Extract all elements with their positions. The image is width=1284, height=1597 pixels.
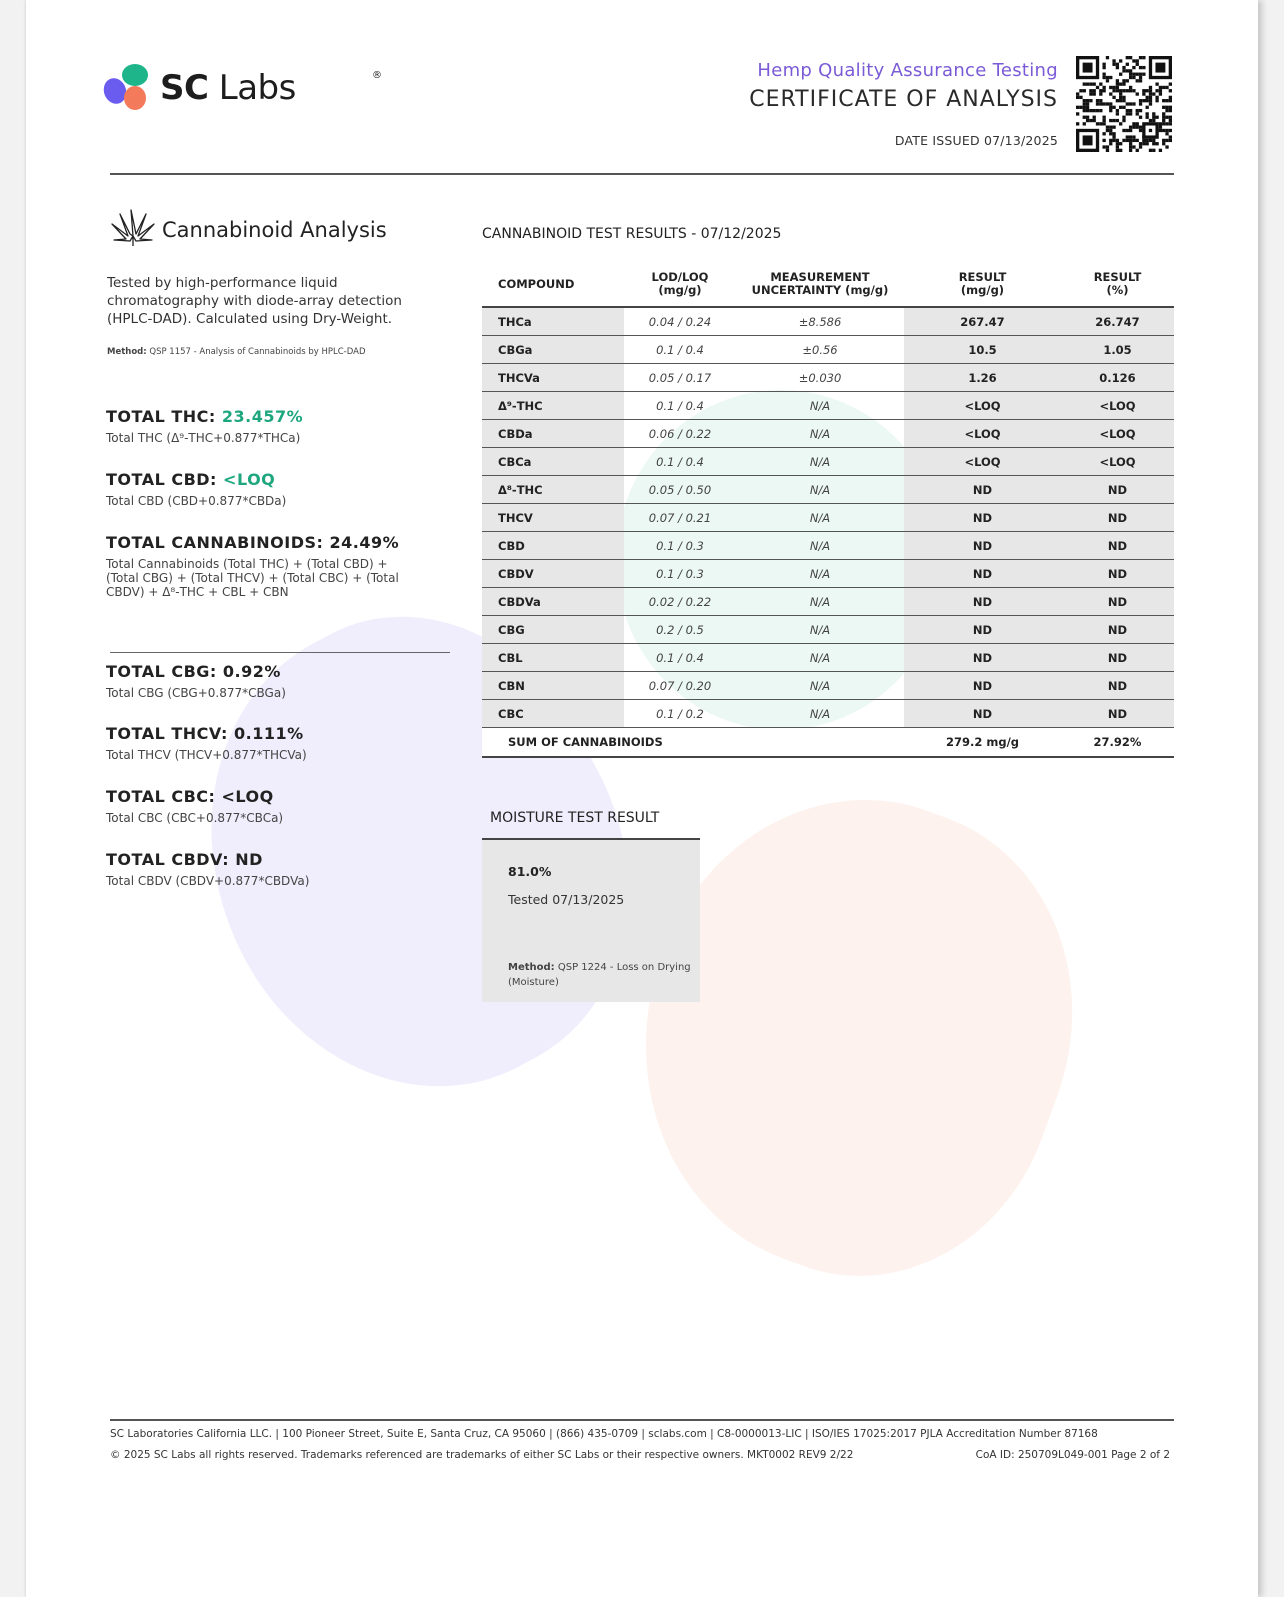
lodloq-cell: 0.1 / 0.4 — [624, 644, 736, 672]
moisture-tested-date: Tested 07/13/2025 — [508, 892, 625, 907]
total-formula: Total THC (Δ⁹-THC+0.877*THCa) — [106, 431, 301, 445]
lodloq-cell: 0.05 / 0.50 — [624, 476, 736, 504]
header-title: CERTIFICATE OF ANALYSIS — [749, 87, 1058, 112]
result-pct-cell: <LOQ — [1061, 448, 1174, 476]
uncertainty-cell: N/A — [736, 504, 904, 532]
lodloq-cell: 0.04 / 0.24 — [624, 307, 736, 336]
moisture-result-box — [482, 840, 700, 1002]
uncertainty-cell: N/A — [736, 700, 904, 728]
total-title: TOTAL CBD: <LOQ — [106, 470, 276, 489]
total-value: 23.457% — [221, 407, 304, 426]
total-item — [106, 533, 406, 599]
moisture-value: 81.0% — [508, 864, 552, 879]
result-mg-cell: <LOQ — [904, 392, 1061, 420]
lodloq-cell: 0.1 / 0.3 — [624, 560, 736, 588]
cannabis-leaf-icon — [110, 206, 156, 252]
lodloq-cell: 0.1 / 0.3 — [624, 532, 736, 560]
lodloq-cell: 0.1 / 0.2 — [624, 700, 736, 728]
result-mg-cell: ND — [904, 700, 1061, 728]
table-row — [482, 560, 1174, 588]
compound-cell: CBCa — [482, 448, 624, 476]
qr-code-icon[interactable] — [1076, 56, 1172, 152]
logo-wordmark: SC Labs — [160, 68, 296, 108]
compound-cell: CBDV — [482, 560, 624, 588]
compound-cell: Δ⁸-THC — [482, 476, 624, 504]
table-row — [482, 476, 1174, 504]
col-header-result-mg: RESULT (mg/g) — [958, 270, 1007, 297]
total-item — [106, 787, 283, 825]
compound-cell: CBDa — [482, 420, 624, 448]
result-mg-cell: ND — [904, 504, 1061, 532]
compound-cell: CBC — [482, 700, 624, 728]
table-row — [482, 644, 1174, 672]
result-mg-cell: 10.5 — [904, 336, 1061, 364]
total-formula: Total THCV (THCV+0.877*THCVa) — [106, 748, 307, 762]
result-mg-cell: ND — [904, 644, 1061, 672]
lodloq-cell: 0.1 / 0.4 — [624, 336, 736, 364]
result-pct-cell: 26.747 — [1061, 307, 1174, 336]
table-row — [482, 504, 1174, 532]
header-subtitle: Hemp Quality Assurance Testing — [757, 60, 1058, 81]
sum-mg: 279.2 mg/g — [904, 728, 1061, 758]
moisture-title: MOISTURE TEST RESULT — [490, 810, 660, 826]
uncertainty-cell: N/A — [736, 672, 904, 700]
analysis-method: Method: QSP 1157 - Analysis of Cannabinoids by HPLC-DAD — [107, 347, 366, 357]
total-title: TOTAL THC: 23.457% — [106, 407, 304, 426]
coa-id: CoA ID: 250709L049-001 Page 2 of 2 — [975, 1449, 1170, 1461]
compound-cell: CBN — [482, 672, 624, 700]
total-item — [106, 470, 286, 508]
result-mg-cell: ND — [904, 616, 1061, 644]
section-title: Cannabinoid Analysis — [162, 218, 387, 242]
total-value: <LOQ — [223, 470, 276, 489]
uncertainty-cell: N/A — [736, 392, 904, 420]
totals-divider — [110, 652, 450, 653]
table-row — [482, 307, 1174, 336]
total-item — [106, 724, 307, 762]
sum-row — [482, 728, 1174, 758]
lodloq-cell: 0.07 / 0.21 — [624, 504, 736, 532]
compound-cell: CBG — [482, 616, 624, 644]
total-value: <LOQ — [221, 787, 274, 806]
total-title: TOTAL CBC: <LOQ — [106, 787, 274, 806]
sum-label: SUM OF CANNABINOIDS — [482, 728, 904, 758]
uncertainty-cell: N/A — [736, 532, 904, 560]
compound-cell: THCV — [482, 504, 624, 532]
lodloq-cell: 0.1 / 0.4 — [624, 392, 736, 420]
uncertainty-cell: ±0.56 — [736, 336, 904, 364]
total-item — [106, 407, 303, 445]
uncertainty-cell: N/A — [736, 644, 904, 672]
result-pct-cell: ND — [1061, 532, 1174, 560]
total-formula: Total Cannabinoids (Total THC) + (Total CBD) + (Total CBG) + (Total THCV) + (Total CBC) + (Total CBDV) + Δ⁸-THC + CBL + CBN — [106, 557, 399, 599]
compound-cell: CBD — [482, 532, 624, 560]
total-item — [106, 850, 309, 888]
footer-divider — [110, 1419, 1174, 1421]
result-mg-cell: <LOQ — [904, 448, 1061, 476]
results-title: CANNABINOID TEST RESULTS - 07/12/2025 — [482, 226, 782, 242]
compound-cell: CBGa — [482, 336, 624, 364]
result-pct-cell: ND — [1061, 588, 1174, 616]
result-mg-cell: ND — [904, 532, 1061, 560]
total-title: TOTAL CBDV: ND — [106, 850, 263, 869]
table-row — [482, 336, 1174, 364]
header-titles — [749, 60, 1058, 112]
table-row — [482, 672, 1174, 700]
total-title: TOTAL CBG: 0.92% — [106, 662, 281, 681]
result-pct-cell: <LOQ — [1061, 392, 1174, 420]
total-formula: Total CBC (CBC+0.877*CBCa) — [106, 811, 284, 825]
total-title: TOTAL THCV: 0.111% — [106, 724, 304, 743]
uncertainty-cell: N/A — [736, 448, 904, 476]
total-formula: Total CBDV (CBDV+0.877*CBDVa) — [106, 874, 310, 888]
uncertainty-cell: N/A — [736, 476, 904, 504]
coa-page — [26, 0, 1258, 1597]
table-row — [482, 532, 1174, 560]
table-row — [482, 616, 1174, 644]
result-pct-cell: 1.05 — [1061, 336, 1174, 364]
result-pct-cell: ND — [1061, 700, 1174, 728]
col-header-uncertainty: MEASUREMENT UNCERTAINTY (mg/g) — [751, 270, 889, 297]
col-header-compound: COMPOUND — [498, 276, 575, 291]
result-pct-cell: ND — [1061, 560, 1174, 588]
logo-dots-icon — [104, 62, 154, 114]
total-value: ND — [235, 850, 263, 869]
total-title: TOTAL CANNABINOIDS: 24.49% — [106, 533, 400, 552]
analysis-description: Tested by high-performance liquid chromatography with diode-array detection (HPLC-DAD). Calculated using Dry-Weight. — [107, 275, 402, 327]
lodloq-cell: 0.1 / 0.4 — [624, 448, 736, 476]
lodloq-cell: 0.07 / 0.20 — [624, 672, 736, 700]
uncertainty-cell: N/A — [736, 560, 904, 588]
result-pct-cell: ND — [1061, 644, 1174, 672]
table-row — [482, 420, 1174, 448]
result-mg-cell: ND — [904, 672, 1061, 700]
cannabinoid-results-table — [482, 262, 1174, 758]
result-mg-cell: ND — [904, 560, 1061, 588]
footer-company-info: SC Laboratories California LLC. | 100 Pioneer Street, Suite E, Santa Cruz, CA 95060 | (866) 435-0709 | sclabs.com | C8-0000013-LIC | ISO/IES 17025:2017 PJLA Accreditation Number 87168 — [110, 1428, 1098, 1440]
total-value: 0.111% — [234, 724, 304, 743]
result-pct-cell: ND — [1061, 504, 1174, 532]
compound-cell: Δ⁹-THC — [482, 392, 624, 420]
result-pct-cell: ND — [1061, 616, 1174, 644]
result-mg-cell: <LOQ — [904, 420, 1061, 448]
uncertainty-cell: ±8.586 — [736, 307, 904, 336]
col-header-lodloq: LOD/LOQ (mg/g) — [651, 270, 709, 297]
compound-cell: THCVa — [482, 364, 624, 392]
col-header-result-pct: RESULT (%) — [1093, 270, 1142, 297]
total-value: 24.49% — [329, 533, 400, 552]
lodloq-cell: 0.06 / 0.22 — [624, 420, 736, 448]
compound-cell: CBDVa — [482, 588, 624, 616]
result-pct-cell: 0.126 — [1061, 364, 1174, 392]
total-formula: Total CBG (CBG+0.877*CBGa) — [106, 686, 286, 700]
table-row — [482, 448, 1174, 476]
table-row — [482, 364, 1174, 392]
date-issued: DATE ISSUED 07/13/2025 — [894, 133, 1058, 148]
result-pct-cell: ND — [1061, 476, 1174, 504]
sum-pct: 27.92% — [1061, 728, 1174, 758]
uncertainty-cell: N/A — [736, 588, 904, 616]
total-item — [106, 662, 286, 700]
result-mg-cell: 267.47 — [904, 307, 1061, 336]
footer-copyright: © 2025 SC Labs all rights reserved. Trademarks referenced are trademarks of either SC Labs or their respective owners. MKT0002 REV9 2/22 CoA ID: 250709L049-001 Page 2 of 2 — [110, 1449, 1170, 1461]
compound-cell: THCa — [482, 307, 624, 336]
table-row — [482, 588, 1174, 616]
table-row — [482, 392, 1174, 420]
result-pct-cell: <LOQ — [1061, 420, 1174, 448]
result-mg-cell: ND — [904, 476, 1061, 504]
total-value: 0.92% — [222, 662, 281, 681]
lodloq-cell: 0.02 / 0.22 — [624, 588, 736, 616]
uncertainty-cell: N/A — [736, 616, 904, 644]
sc-labs-logo — [104, 62, 382, 114]
moisture-method: Method: QSP 1224 - Loss on Drying (Moisture) — [508, 962, 691, 988]
table-row — [482, 700, 1174, 728]
header-divider — [110, 173, 1174, 175]
logo-registered-mark: ® — [372, 70, 382, 81]
lodloq-cell: 0.2 / 0.5 — [624, 616, 736, 644]
result-pct-cell: ND — [1061, 672, 1174, 700]
uncertainty-cell: N/A — [736, 420, 904, 448]
result-mg-cell: 1.26 — [904, 364, 1061, 392]
result-mg-cell: ND — [904, 588, 1061, 616]
uncertainty-cell: ±0.030 — [736, 364, 904, 392]
total-formula: Total CBD (CBD+0.877*CBDa) — [106, 494, 287, 508]
compound-cell: CBL — [482, 644, 624, 672]
decorative-blob-peach — [578, 742, 1133, 1327]
lodloq-cell: 0.05 / 0.17 — [624, 364, 736, 392]
